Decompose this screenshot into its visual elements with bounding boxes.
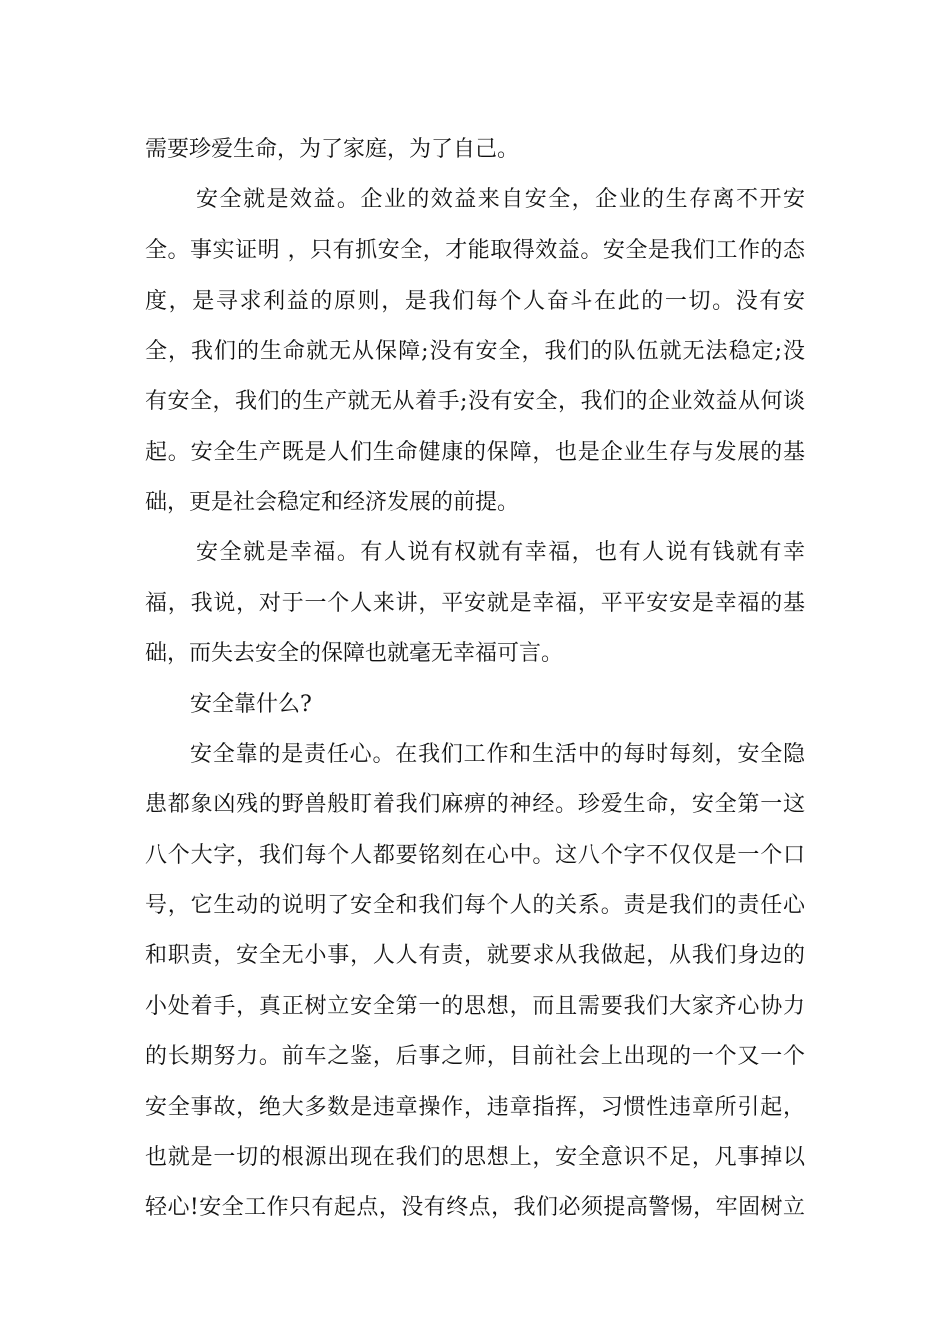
text-line: 安全就是效益。企业的效益来自安全，企业的生存离不开安 xyxy=(196,187,805,212)
text-line: 全。事实证明 ，只有抓安全，才能取得效益。安全是我们工作的态 xyxy=(145,238,805,263)
text-line: 轻心!安全工作只有起点，没有终点，我们必须提高警惕，牢固树立 xyxy=(145,1195,805,1220)
text-line: 起。安全生产既是人们生命健康的保障，也是企业生存与发展的基 xyxy=(145,440,805,465)
text-line: 度，是寻求利益的原则，是我们每个人奋斗在此的一切。没有安 xyxy=(145,289,805,314)
text-line: 患都象凶残的野兽般盯着我们麻痹的神经。珍爱生命，安全第一这 xyxy=(145,792,805,817)
text-line: 也就是一切的根源出现在我们的思想上，安全意识不足，凡事掉以 xyxy=(145,1145,805,1170)
text-line: 全，我们的生命就无从保障;没有安全，我们的队伍就无法稳定;没 xyxy=(145,339,805,364)
text-line: 安全事故，绝大多数是违章操作，违章指挥，习惯性违章所引起， xyxy=(145,1095,805,1120)
text-line: 需要珍爱生命，为了家庭，为了自己。 xyxy=(145,137,520,162)
text-line: 和职责，安全无小事，人人有责，就要求从我做起，从我们身边的 xyxy=(145,943,805,968)
text-line: 础，而失去安全的保障也就毫无幸福可言。 xyxy=(145,641,564,666)
text-line: 安全就是幸福。有人说有权就有幸福，也有人说有钱就有幸 xyxy=(196,540,805,565)
text-line: 八个大字，我们每个人都要铭刻在心中。这八个字不仅仅是一个口 xyxy=(145,843,805,868)
text-line: 础，更是社会稳定和经济发展的前提。 xyxy=(145,490,520,515)
section-heading: 安全靠什么? xyxy=(190,692,312,717)
text-line: 的长期努力。前车之鉴，后事之师，目前社会上出现的一个又一个 xyxy=(145,1044,805,1069)
text-line: 号，它生动的说明了安全和我们每个人的关系。责是我们的责任心 xyxy=(145,893,805,918)
text-line: 安全靠的是责任心。在我们工作和生活中的每时每刻，安全隐 xyxy=(190,742,805,767)
text-line: 小处着手，真正树立安全第一的思想，而且需要我们大家齐心协力 xyxy=(145,994,805,1019)
text-line: 福，我说，对于一个人来讲，平安就是幸福，平平安安是幸福的基 xyxy=(145,591,805,616)
text-line: 有安全，我们的生产就无从着手;没有安全，我们的企业效益从何谈 xyxy=(145,389,805,414)
